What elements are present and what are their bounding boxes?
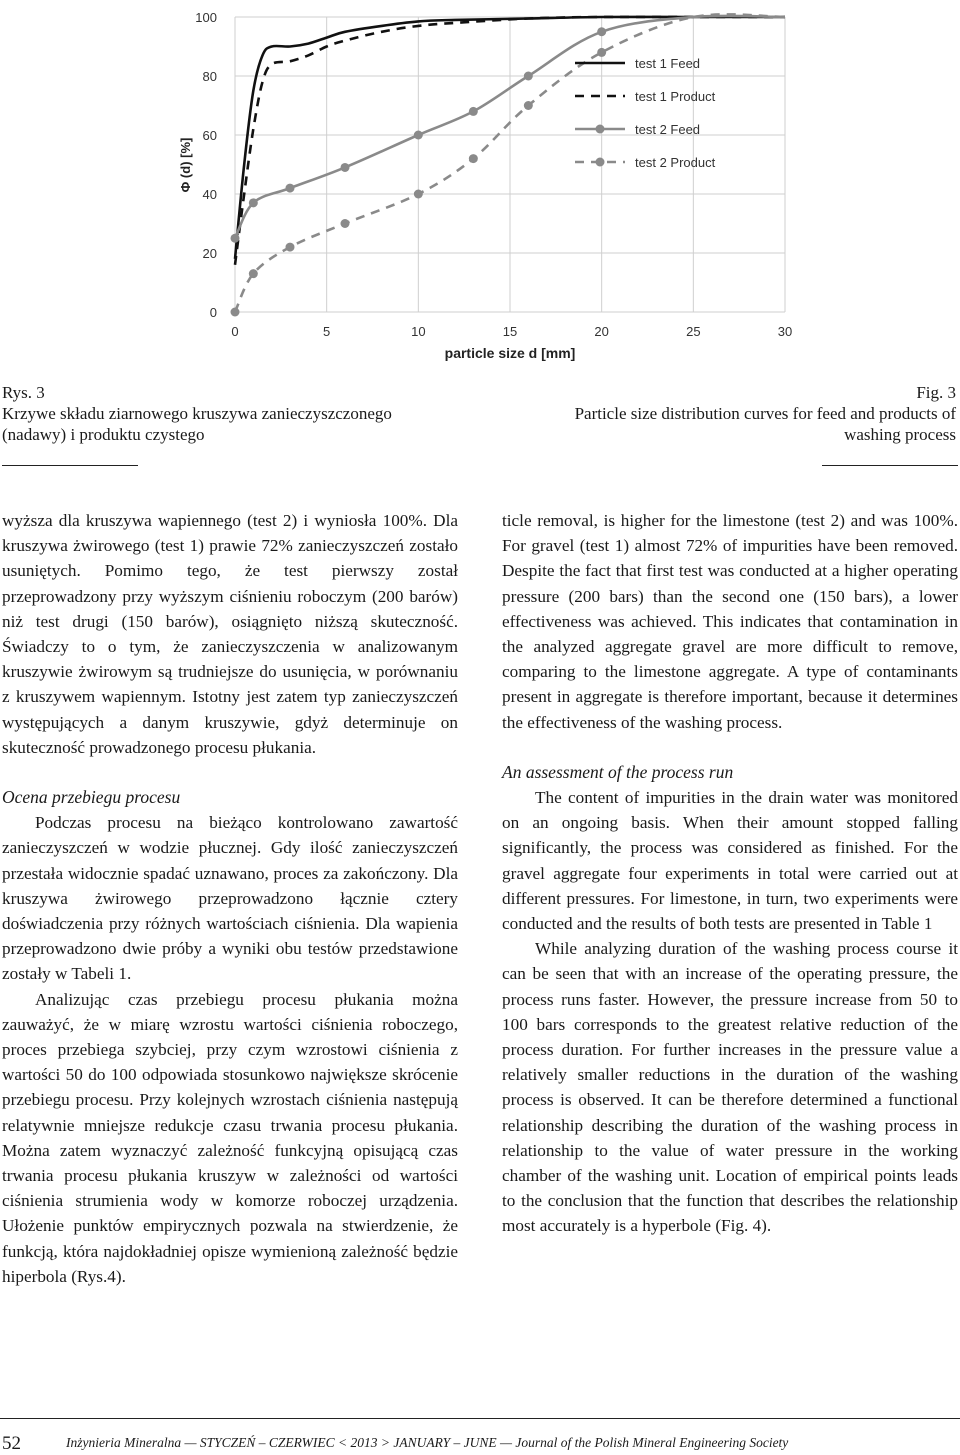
legend-label: test 1 Product	[635, 89, 716, 104]
y-tick-label: 40	[202, 187, 217, 202]
y-tick-label: 20	[202, 246, 217, 261]
legend-marker	[596, 158, 605, 167]
y-tick-label: 60	[202, 128, 217, 143]
data-point	[231, 234, 240, 243]
caption-divider-left	[2, 465, 138, 466]
data-point	[341, 219, 350, 228]
data-point	[249, 269, 258, 278]
x-tick-label: 10	[411, 324, 426, 339]
data-point	[286, 184, 295, 193]
figure-caption-english	[476, 382, 956, 445]
data-point	[469, 154, 478, 163]
legend-label: test 1 Feed	[635, 56, 701, 71]
data-point	[524, 72, 533, 81]
x-tick-label: 20	[594, 324, 609, 339]
data-point	[249, 198, 258, 207]
paragraph: Analizując czas przebiegu procesu płukania można zauważyć, że w miarę wzrostu wartości ciśnienia roboczego, proces przebiega szybciej, przy czym wzrostowi ciśnienia z wartości 50 do 100 odpowiada stosunkowo największe skrócenie przebiegu procesu. Przy kolejnych wzrostach ciśnienia następują relatywnie mniejsze redukcje czasu trwania procesu płukania. Można zatem wyznaczyć zależność funkcyjną opisującą czas trwania procesu płukania kruszyw w zależności od wartości ciśnienia strumienia wody w komorze roboczej urządzenia. Ułożenie punktów empirycznych pozwala na stwierdzenie, że funkcją, która najdokładniej opisze wymienioną zależność będzie hiperbola (Rys.4).	[2, 989, 458, 1286]
caption-en-line2: washing process	[844, 425, 956, 444]
data-point	[341, 163, 350, 172]
paragraph: wyższa dla kruszywa wapiennego (test 2) i wyniosła 100%. Dla kruszywa żwirowego (test 1) prawie 72% zanieczyszczeń zostało usuniętych. Pomimo tego, że test pierwszy został przeprowadzony przy wyższym ciśnieniu roboczym (200 barów) niż test drugi (150 barów), osiągnięto niższą skuteczność. Świadczy to o tym, że zanieczyszczenia w analizowanym kruszywie żwirowym są trudniejsze do usunięcia, w porównaniu z kruszywem wapiennym. Istotny jest zatem typ zanieczyszczeń występujących a danym kruszywie, gdyż determinuje on skuteczność prowadzonego procesu płukania.	[2, 511, 458, 757]
x-tick-label: 15	[502, 324, 518, 339]
section-heading-english: An assessment of the process run	[502, 761, 734, 782]
caption-divider-right	[822, 465, 958, 466]
caption-pl-line2: (nadawy) i produktu czystego	[2, 425, 205, 444]
y-axis-title: Φ (d) [%]	[178, 137, 193, 193]
x-axis-title: particle size d [mm]	[444, 345, 576, 361]
paragraph: The content of impurities in the drain water was monitored on an ongoing basis. When their amount stopped falling significantly, the process was considered as finished. For the gravel aggregate four experiments in total were carried out at different pressures. For limestone, in turn, two experiments were conducted and the results of both tests are presented in Table 1	[502, 788, 958, 934]
legend-label: test 2 Feed	[635, 122, 701, 137]
y-tick-label: 80	[202, 69, 217, 84]
data-point	[597, 48, 606, 57]
paragraph: ticle removal, is higher for the limestone (test 2) and was 100%. For gravel (test 1) almost 72% of impurities have been removed. Despite the fact that first test was conducted at a higher operating pressure (200 bars) than the second one (150 bars), a lower effectiveness was achieved. This indicates that contamination in the analyzed aggregate gravel are more difficult to remove, comparing to the limestone aggregate. A type of contaminants present in aggregate is therefore important, because it determines the effectiveness of the washing process.	[502, 511, 958, 732]
caption-en-label: Fig. 3	[916, 383, 956, 402]
section-heading-polish: Ocena przebiegu procesu	[2, 787, 181, 808]
data-point	[469, 107, 478, 116]
y-tick-label: 100	[195, 10, 217, 25]
x-tick-label: 0	[231, 324, 239, 339]
column-english	[502, 508, 958, 1239]
data-point	[524, 101, 533, 110]
paragraph: While analyzing duration of the washing process course it can be seen that with an increase of the operating pressure, the process runs faster. However, the pressure increase from 50 to 100 bars corresponds to the greatest relative reduction of the process duration. For further increases in the pressure value a relatively smaller reductions in the duration of the washing process is observed. It can be therefore determined a functional relationship describing the duration of the washing process in relationship to the value of water pressure in the working chamber of the washing unit. Location of empirical points leads to the conclusion that the function that describes the relationship most accurately is a hyperbole (Fig. 4).	[502, 939, 958, 1236]
legend-marker	[596, 125, 605, 134]
page-number: 52	[2, 1433, 21, 1454]
paragraph: Podczas procesu na bieżąco kontrolowano zawartość zanieczyszczeń w wodzie płucznej. Gdy ilość zanieczyszczeń przestała widocznie spadać uznawano, proces za zakończony. Dla kruszywa żwirowego przeprowadzono łącznie cztery doświadczenia przy różnych wartościach ciśnienia. Dla wapienia przeprowadzono dwie próby a wyniki obu testów przedstawione zostały w Tabeli 1.	[2, 813, 458, 984]
caption-pl-label: Rys. 3	[2, 383, 45, 402]
caption-pl-line1: Krzywe składu ziarnowego kruszywa zanieczyszczonego	[2, 404, 392, 423]
data-point	[414, 190, 423, 199]
footer-divider	[0, 1418, 960, 1419]
caption-en-line1: Particle size distribution curves for feed and products of	[574, 404, 956, 423]
chart-axis-labels	[195, 10, 792, 339]
x-tick-label: 30	[777, 324, 793, 339]
chart-legend	[575, 56, 716, 170]
column-polish	[2, 508, 458, 1289]
data-point	[286, 243, 295, 252]
x-tick-label: 5	[323, 324, 331, 339]
legend-label: test 2 Product	[635, 155, 716, 170]
data-point	[231, 308, 240, 317]
y-tick-label: 0	[209, 305, 217, 320]
data-point	[597, 27, 606, 36]
x-tick-label: 25	[686, 324, 701, 339]
figure-caption-polish	[2, 382, 472, 445]
particle-size-chart	[170, 0, 810, 380]
journal-footer: Inżynieria Mineralna — STYCZEŃ – CZERWIEC < 2013 > JANUARY – JUNE — Journal of the Polish Mineral Engineering Society	[66, 1435, 789, 1450]
data-point	[414, 131, 423, 140]
